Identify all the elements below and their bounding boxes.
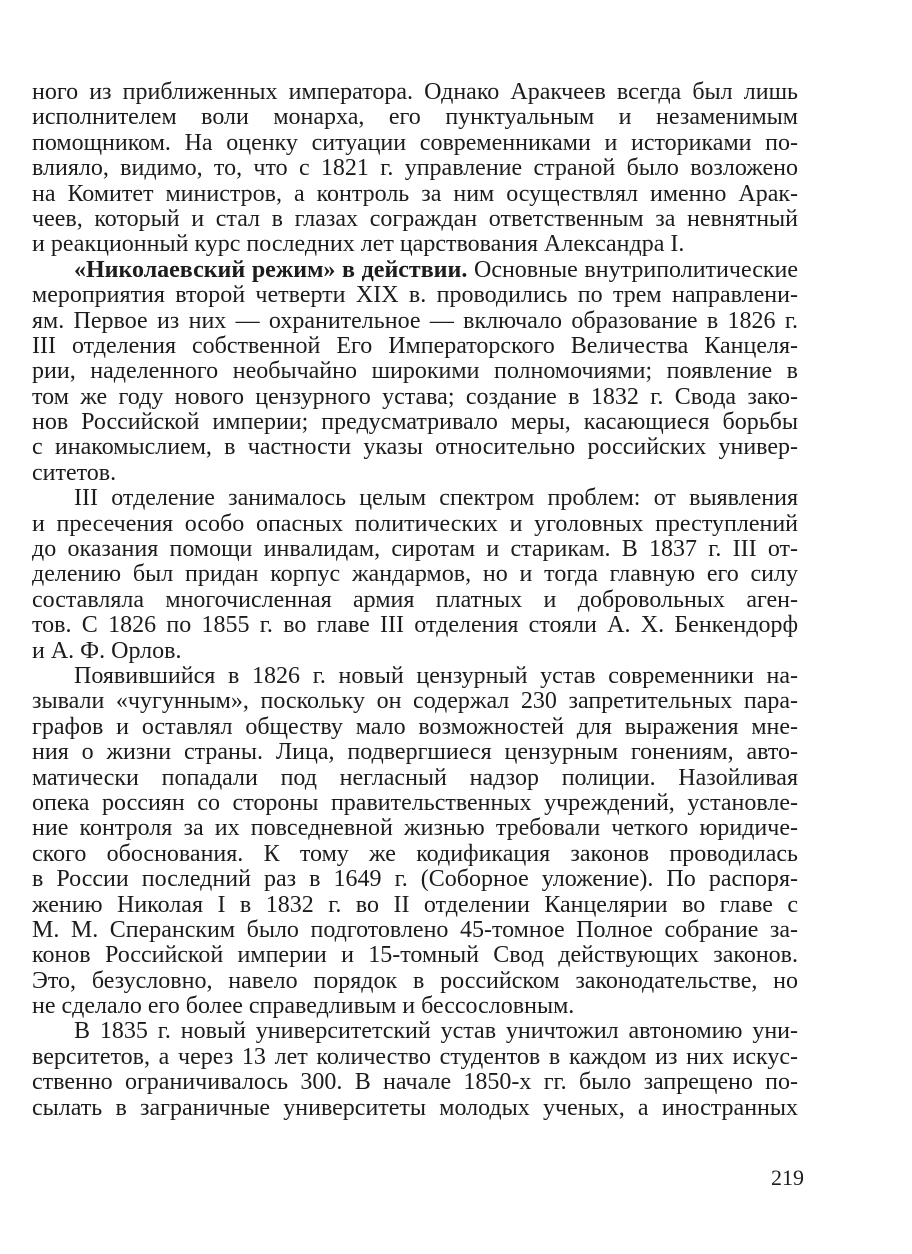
text-line: том же году нового цензурного устава; создание в 1832 г. Свода зако-: [32, 383, 798, 410]
paragraph: [32, 486, 798, 664]
text-line: ного из приближенных императора. Однако Аракчеев всегда был лишь: [32, 79, 798, 105]
text-line: жению Николая I в 1832 г. во II отделении Канцелярии во главе с: [32, 891, 798, 918]
text-line: и А. Ф. Орлов.: [32, 637, 182, 664]
text-line: тов. С 1826 по 1855 г. во главе III отделения стояли А. Х. Бенкендорф: [32, 612, 798, 639]
text-line: в России последний раз в 1649 г. (Соборное уложение). По распоря-: [32, 866, 798, 893]
text-line: Появившийся в 1826 г. новый цензурный устав современники на-: [74, 662, 798, 689]
text-line: зывали «чугунным», поскольку он содержал 230 запретительных пара-: [32, 688, 798, 715]
text-line: М. М. Сперанским было подготовлено 45-томное Полное собрание за-: [32, 916, 798, 943]
text-line: Это, безусловно, навело порядок в российском законодательстве, но: [32, 967, 798, 994]
paragraph: [32, 664, 798, 1019]
text-line: ям. Первое из них — охранительное — включало образование в 1826 г.: [32, 307, 798, 334]
text-line: и пресечения особо опасных политических и уголовных преступлений: [32, 510, 798, 537]
text-line: ского обоснования. К тому же кодификация законов проводилась: [32, 840, 798, 867]
text-line: до оказания помощи инвалидам, сиротам и старикам. В 1837 г. III от-: [32, 536, 798, 563]
text-line: [32, 258, 798, 283]
section-heading: «Николаевский режим» в действии.: [74, 256, 468, 283]
text-line: В 1835 г. новый университетский устав уничтожил автономию уни-: [74, 1018, 798, 1045]
text-line: матически попадали под негласный надзор полиции. Назойливая: [32, 764, 798, 791]
text-line: влияло, видимо, то, что с 1821 г. управление страной было возложено: [32, 155, 798, 182]
text-line: составляла многочисленная армия платных и добровольных аген-: [32, 586, 798, 613]
text-line: ситетов.: [32, 459, 117, 486]
text-line: мероприятия второй четверти XIX в. проводились по трем направлени-: [32, 282, 798, 309]
text-line: III отделение занималось целым спектром проблем: от выявления: [74, 485, 798, 512]
text-line: делению был придан корпус жандармов, но и тогда главную его силу: [32, 561, 798, 588]
page-number: 219: [771, 1165, 804, 1190]
text-line: с инакомыслием, в частности указы относительно российских универ-: [32, 434, 798, 461]
text-line: на Комитет министров, а контроль за ним осуществлял именно Арак-: [32, 180, 798, 207]
text-run: Основные внутриполитические: [467, 256, 799, 283]
text-line: графов и оставлял обществу мало возможностей для выражения мне-: [32, 713, 798, 740]
text-line: нов Российской империи; предусматривало меры, касающиеся борьбы: [32, 409, 798, 436]
page-body: [32, 80, 798, 1121]
text-line: помощником. На оценку ситуации современниками и историками по-: [32, 129, 798, 156]
text-line: не сделало его более справедливым и бессословным.: [32, 993, 575, 1020]
text-line: чеев, который и стал в глазах сограждан ответственным за невнятный: [32, 205, 798, 232]
text-line: конов Российской империи и 15-томный Свод действующих законов.: [32, 942, 798, 969]
paragraph: [32, 1019, 798, 1121]
text-line: рии, наделенного необычайно широкими полномочиями; появление в: [32, 358, 798, 385]
paragraph: [32, 258, 798, 487]
text-line: опека россиян со стороны правительственных учреждений, установле-: [32, 789, 798, 816]
paragraph: [32, 80, 798, 258]
text-line: сылать в заграничные университеты молодых ученых, а иностранных: [32, 1094, 798, 1121]
text-line: исполнителем воли монарха, его пунктуальным и незаменимым: [32, 104, 798, 131]
text-line: III отделения собственной Его Императорского Величества Канцеля-: [32, 332, 798, 359]
text-line: верситетов, а через 13 лет количество студентов в каждом из них искус-: [32, 1043, 798, 1070]
text-line: и реакционный курс последних лет царствования Александра I.: [32, 231, 685, 258]
text-line: ние контроля за их повседневной жизнью требовали четкого юридиче-: [32, 815, 798, 842]
text-line: ния о жизни страны. Лица, подвергшиеся цензурным гонениям, авто-: [32, 739, 798, 766]
text-line: ственно ограничивалось 300. В начале 1850-х гг. было запрещено по-: [32, 1069, 798, 1096]
